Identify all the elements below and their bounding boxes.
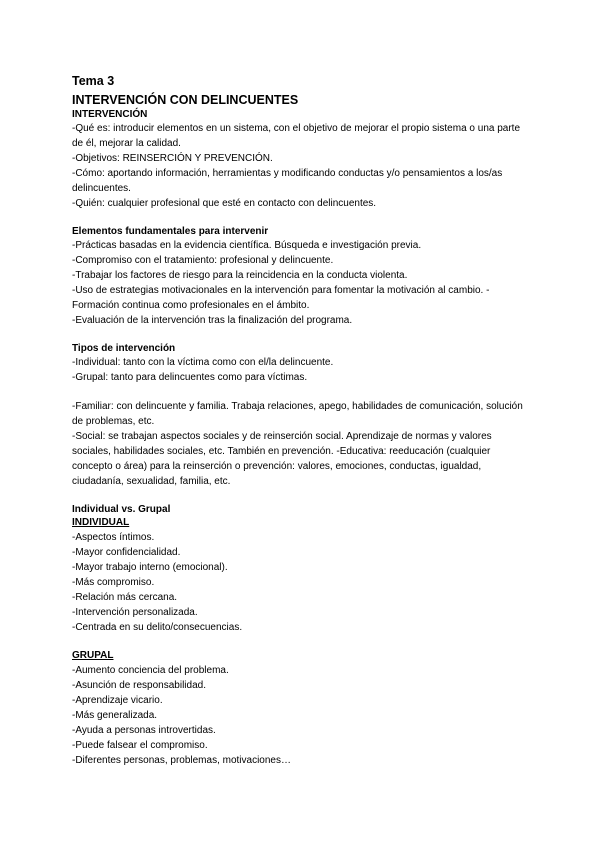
- section-heading-comparacion: Individual vs. Grupal: [72, 504, 171, 515]
- grupal-line: -Ayuda a personas introvertidas.: [72, 725, 216, 736]
- individual-line: -Más compromiso.: [72, 577, 155, 588]
- elementos-line: -Trabajar los factores de riesgo para la reincidencia en la conducta violenta.: [72, 270, 408, 281]
- individual-line: -Centrada en su delito/consecuencias.: [72, 622, 243, 633]
- intervencion-line: -Quién: cualquier profesional que esté en contacto con delincuentes.: [72, 198, 377, 209]
- elementos-line: -Compromiso con el tratamiento: profesional y delincuente.: [72, 255, 334, 266]
- subheading-individual: INDIVIDUAL: [72, 517, 130, 528]
- tipos-line: -Individual: tanto con la víctima como con el/la delincuente.: [72, 357, 334, 368]
- tipos-line: -Social: se trabajan aspectos sociales y de reinserción social. Aprendizaje de normas y valores sociales, habilidades sociales, etc. También en prevención. -Educativa: reeducación (cualquier concepto o área) para la reinserción o prevención: valores, emociones, conductas, igualdad, ciudadanía, sexualidad, familia, etc.: [72, 431, 492, 487]
- tipos-line: -Familiar: con delincuente y familia. Trabaja relaciones, apego, habilidades de comunicación, solución de problemas, etc.: [72, 401, 523, 427]
- grupal-line: -Diferentes personas, problemas, motivaciones…: [72, 755, 291, 766]
- subheading-grupal: GRUPAL: [72, 650, 114, 661]
- individual-line: -Aspectos íntimos.: [72, 532, 155, 543]
- grupal-line: -Asunción de responsabilidad.: [72, 680, 206, 691]
- document-page: [72, 74, 532, 768]
- grupal-line: -Puede falsear el compromiso.: [72, 740, 208, 751]
- spacer: [72, 635, 532, 649]
- tema-label: Tema 3: [72, 74, 115, 88]
- spacer: [72, 385, 532, 399]
- grupal-line: -Más generalizada.: [72, 710, 158, 721]
- individual-line: -Mayor confidencialidad.: [72, 547, 181, 558]
- tipos-line: -Grupal: tanto para delincuentes como para víctimas.: [72, 372, 308, 383]
- spacer: [72, 489, 532, 503]
- page-title: INTERVENCIÓN CON DELINCUENTES: [72, 93, 299, 107]
- intervencion-line: -Qué es: introducir elementos en un sistema, con el objetivo de mejorar el propio sistema o una parte de él, mejorar la calidad.: [72, 123, 521, 149]
- elementos-line: -Evaluación de la intervención tras la finalización del programa.: [72, 315, 353, 326]
- section-heading-tipos: Tipos de intervención: [72, 343, 176, 354]
- spacer: [72, 211, 532, 225]
- spacer: [72, 328, 532, 342]
- section-heading-intervencion: INTERVENCIÓN: [72, 109, 148, 120]
- intervencion-line: -Objetivos: REINSERCIÓN Y PREVENCIÓN.: [72, 153, 273, 164]
- elementos-line: -Uso de estrategias motivacionales en la intervención para fomentar la motivación al cambio. -Formación continua como profesionales en el ámbito.: [72, 285, 490, 311]
- elementos-line: -Prácticas basadas en la evidencia científica. Búsqueda e investigación previa.: [72, 240, 422, 251]
- grupal-line: -Aumento conciencia del problema.: [72, 665, 229, 676]
- individual-line: -Mayor trabajo interno (emocional).: [72, 562, 228, 573]
- grupal-line: -Aprendizaje vicario.: [72, 695, 163, 706]
- individual-line: -Intervención personalizada.: [72, 607, 198, 618]
- section-heading-elementos: Elementos fundamentales para intervenir: [72, 226, 269, 237]
- intervencion-line: -Cómo: aportando información, herramientas y modificando conductas y/o pensamientos a los/as delincuentes.: [72, 168, 503, 194]
- individual-line: -Relación más cercana.: [72, 592, 178, 603]
